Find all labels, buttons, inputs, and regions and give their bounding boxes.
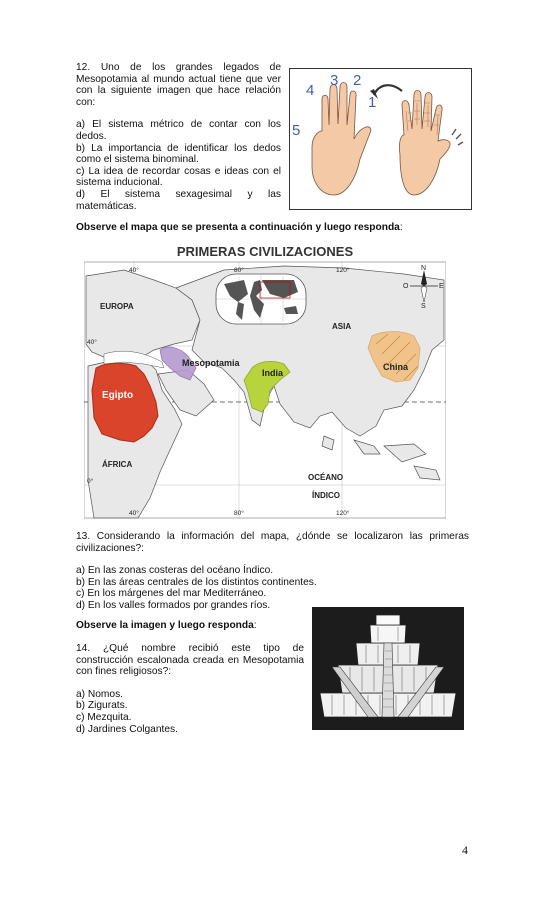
finger-number-3: 3 [330,72,339,89]
question-12-option-b: b) La importancia de identificar los dedos como el sistema binominal. [76,142,281,166]
question-13-options [76,565,469,611]
longitude-120-bottom: 120° [336,510,350,517]
finger-number-5: 5 [292,122,301,139]
question-12-options [76,119,281,212]
longitude-80-bottom: 80° [234,510,244,517]
map-instruction [76,222,476,234]
civilizations-map [84,240,446,520]
label-mesopotamia: Mesopotamia [182,358,240,368]
label-africa: ÁFRICA [102,460,133,469]
question-12-option-d: d) El sistema sexagesimal y las matemáticas. [76,188,281,212]
longitude-40: 40° [129,267,139,274]
hands-illustration [290,69,471,209]
label-india: India [262,368,284,378]
ziggurat-image [312,607,464,730]
question-14-option-d: d) Jardines Colgantes. [76,723,178,735]
image-instruction [76,620,306,632]
map-instruction-colon: : [399,222,403,233]
compass-o: O [403,283,409,290]
label-oceano: OCÉANO [308,473,344,482]
label-indico: ÍNDICO [312,491,340,500]
label-europa: EUROPA [100,302,134,311]
question-14-stem: 14. ¿Qué nombre recibió este tipo de construcción escalonada creada en Mesopotamia con fines religiosos?: [76,643,304,678]
longitude-120: 120° [336,267,350,274]
finger-number-4: 4 [306,82,315,99]
map-svg [84,240,446,520]
image-instruction-text: Observe la imagen y luego responda [76,620,254,631]
question-13-stem: 13. Considerando la información del mapa, ¿dónde se localizaron las primeras civilizaciones?: [76,531,469,554]
page-number: 4 [462,843,468,857]
question-14-option-c: c) Mezquita. [76,711,132,723]
question-14 [76,643,304,735]
question-12 [76,62,281,212]
question-13-option-a: a) En las zonas costeras del océano Índico. [76,565,274,577]
question-13-option-d: d) En los valles formados por grandes ríos. [76,599,271,611]
arrow-icon [374,85,402,95]
question-12-stem: 12. Uno de los grandes legados de Mesopotamia al mundo actual tiene que ver con la siguiente imagen que hace relación con: [76,62,281,108]
latitude-0: 0° [87,478,94,485]
label-china: China [383,362,409,372]
question-14-option-a: a) Nomos. [76,688,123,700]
finger-number-1: 1 [368,94,377,111]
map-instruction-text: Observe el mapa que se presenta a continuación y luego responda [76,222,400,233]
compass-s: S [421,303,426,310]
question-13-option-c: c) En los márgenes del mar Mediterráneo. [76,588,267,600]
question-13 [76,531,469,612]
ziggurat-illustration [312,607,464,730]
question-12-option-a: a) El sistema métrico de contar con los dedos. [76,119,281,142]
compass-n: N [421,265,427,272]
finger-number-2: 2 [353,72,362,89]
label-egipto: Egipto [102,390,134,401]
counting-hands-image [289,68,472,210]
compass-e: E [439,283,444,290]
question-14-options [76,689,304,735]
longitude-40-bottom: 40° [129,510,139,517]
world-inset-map [216,274,306,324]
longitude-80: 80° [234,267,244,274]
latitude-40: 40° [87,339,97,346]
image-instruction-colon: : [253,620,257,631]
question-12-option-c: c) La idea de recordar cosas e ideas con el sistema inducional. [76,165,281,189]
question-13-option-b: b) En las áreas centrales de los distintos continentes. [76,576,317,588]
question-14-option-b: b) Zigurats. [76,700,128,712]
label-asia: ASIA [332,322,352,331]
map-title: PRIMERAS CIVILIZACIONES [176,244,354,259]
